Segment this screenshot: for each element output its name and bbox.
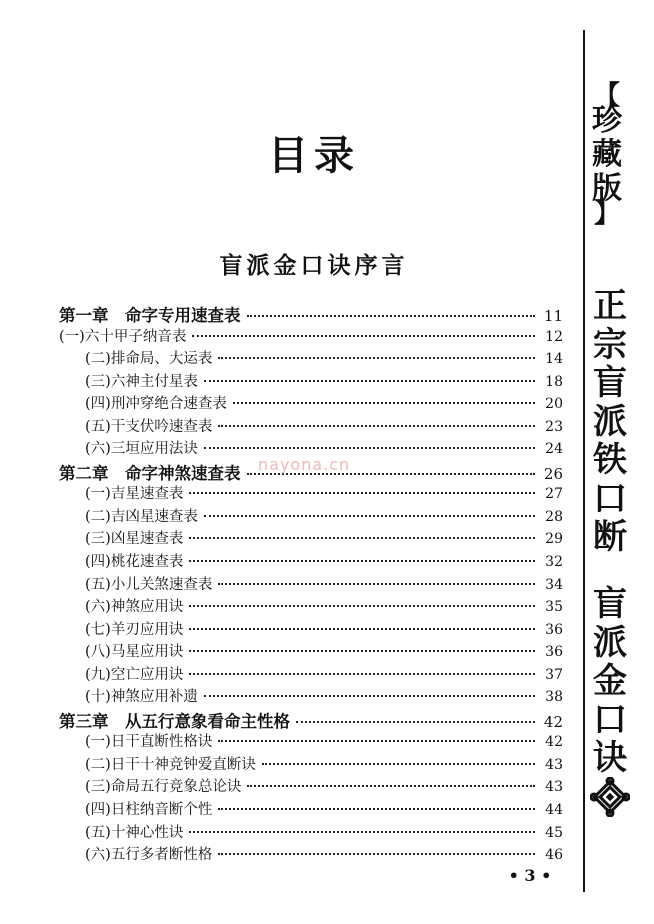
toc-leader-dots: [192, 335, 535, 337]
series-title: [589, 287, 631, 557]
table-of-contents: [55, 302, 563, 866]
toc-page-number: 38: [545, 689, 563, 706]
toc-page-number: 11: [543, 307, 563, 325]
toc-leader-dots: [247, 785, 535, 787]
toc-entry-label: (一)吉星速查表: [85, 486, 184, 503]
series-title-char: 派: [593, 401, 627, 442]
toc-entry-label: 第三章 从五行意象看命主性格: [59, 711, 290, 731]
tag-open-bracket: 【: [593, 81, 620, 111]
toc-page-number: 12: [545, 328, 563, 345]
page-title: 目录: [268, 132, 360, 179]
book-title-char: 盲: [593, 584, 627, 624]
page-number: • 3 •: [508, 866, 552, 885]
toc-entry-label: (三)凶星速查表: [85, 531, 184, 548]
toc-section-row: [55, 370, 563, 393]
book-title-char: 诀: [593, 738, 627, 778]
toc-entry-label: (六)三垣应用法诀: [85, 441, 198, 458]
toc-leader-dots: [189, 628, 535, 630]
book-title: [589, 585, 631, 778]
edition-tag: [589, 81, 625, 268]
toc-leader-dots: [218, 808, 535, 810]
toc-leader-dots: [189, 560, 535, 562]
book-title-char: 派: [593, 622, 627, 663]
series-title-char: 盲: [593, 363, 627, 403]
toc-page-number: 34: [545, 576, 563, 593]
toc-section-row: [55, 392, 563, 415]
toc-page-number: 24: [545, 441, 563, 458]
toc-entry-label: (五)干支伏吟速查表: [85, 418, 213, 435]
toc-page-number: 29: [545, 531, 563, 548]
book-spine-sidebar: [570, 30, 654, 900]
toc-leader-dots: [189, 650, 535, 652]
toc-entry-label: (九)空亡应用诀: [85, 666, 184, 683]
toc-entry-label: (八)马星应用诀: [85, 644, 184, 661]
toc-section-row: [55, 595, 563, 618]
toc-entry-label: (一)六十甲子纳音表: [59, 328, 187, 345]
tag-char: 珍: [592, 103, 622, 138]
toc-entry-label: (三)命局五行竞象总论诀: [85, 779, 242, 796]
toc-page-number: 27: [545, 486, 563, 503]
toc-entry-label: 第二章 命字神煞速查表: [59, 463, 241, 483]
toc-entry-label: (四)刑冲穿绝合速查表: [85, 396, 227, 413]
toc-leader-dots: [218, 425, 535, 427]
toc-page-number: 14: [545, 351, 563, 368]
toc-page-number: 37: [545, 666, 563, 683]
toc-section-row: [55, 640, 563, 663]
toc-leader-dots: [189, 831, 535, 833]
toc-leader-dots: [218, 740, 535, 742]
toc-leader-dots: [233, 402, 535, 404]
toc-leader-dots: [189, 492, 535, 494]
toc-section-row: [55, 415, 563, 438]
toc-section-row: [55, 347, 563, 370]
toc-entry-label: (十)神煞应用补遗: [85, 689, 198, 706]
toc-section-row: [55, 685, 563, 708]
toc-chapter-row: [55, 708, 563, 731]
tag-char: 版: [592, 171, 622, 206]
toc-entry-label: (四)桃花速查表: [85, 554, 184, 571]
toc-leader-dots: [218, 853, 535, 855]
toc-page-number: 43: [545, 756, 563, 773]
toc-entry-label: (五)小儿关煞速查表: [85, 576, 213, 593]
toc-page-number: 20: [545, 396, 563, 413]
toc-page-number: 28: [545, 508, 563, 525]
toc-page-number: 46: [545, 847, 563, 864]
book-title-char: 金: [593, 661, 627, 701]
toc-leader-dots: [189, 673, 535, 675]
toc-leader-dots: [218, 357, 535, 359]
toc-leader-dots: [189, 537, 535, 539]
toc-section-row: [55, 730, 563, 753]
toc-section-row: [55, 821, 563, 844]
toc-leader-dots: [262, 763, 535, 765]
toc-leader-dots: [204, 380, 535, 382]
toc-page-number: 42: [543, 712, 563, 731]
toc-section-row: [55, 505, 563, 528]
toc-leader-dots: [247, 315, 536, 317]
toc-section-row: [55, 843, 563, 866]
toc-section-row: [55, 753, 563, 776]
series-title-char: 断: [593, 517, 627, 557]
series-title-char: 宗: [593, 324, 627, 365]
tag-char: 藏: [592, 137, 622, 172]
toc-page-number: 32: [545, 554, 563, 571]
watermark: nayona.cn: [258, 455, 351, 474]
toc-leader-dots: [204, 695, 535, 697]
toc-leader-dots: [204, 515, 535, 517]
toc-section-row: [55, 775, 563, 798]
toc-section-row: [55, 482, 563, 505]
preface-heading: 盲派金口诀序言: [219, 252, 409, 279]
toc-section-row: [55, 573, 563, 596]
toc-page-number: 43: [545, 779, 563, 796]
series-title-char: 铁: [593, 440, 627, 480]
toc-page-number: 35: [545, 599, 563, 616]
toc-leader-dots: [296, 721, 535, 723]
toc-entry-label: (六)神煞应用诀: [85, 599, 184, 616]
toc-page-number: 36: [545, 644, 563, 661]
toc-section-row: [55, 663, 563, 686]
toc-section-row: [55, 325, 563, 348]
toc-entry-label: (二)日干十神竞钟爱直断诀: [85, 756, 256, 773]
toc-section-row: [55, 618, 563, 641]
toc-entry-label: (四)日柱纳音断个性: [85, 802, 213, 819]
book-title-char: 口: [593, 699, 627, 740]
series-title-char: 正: [593, 286, 627, 326]
toc-entry-label: (一)日干直断性格诀: [85, 734, 213, 751]
toc-entry-label: (七)羊刃应用诀: [85, 621, 184, 638]
toc-leader-dots: [218, 583, 535, 585]
toc-page-number: 23: [545, 418, 563, 435]
toc-chapter-row: [55, 302, 563, 325]
toc-section-row: [55, 550, 563, 573]
toc-entry-label: (二)吉凶星速查表: [85, 508, 198, 525]
sidebar-divider-line: [583, 30, 585, 892]
toc-section-row: [55, 798, 563, 821]
toc-entry-label: (六)五行多者断性格: [85, 847, 213, 864]
toc-leader-dots: [204, 447, 535, 449]
toc-entry-label: 第一章 命字专用速查表: [59, 306, 241, 325]
endless-knot-icon: [590, 777, 630, 817]
toc-entry-label: (五)十神心性诀: [85, 824, 184, 841]
tag-close-bracket: 】: [593, 199, 620, 229]
series-title-char: 口: [593, 478, 627, 519]
toc-page-number: 45: [545, 824, 563, 841]
toc-entry-label: (二)排命局、大运表: [85, 351, 213, 368]
toc-page-number: 26: [543, 464, 563, 483]
toc-leader-dots: [189, 605, 535, 607]
toc-page-number: 36: [545, 621, 563, 638]
toc-page-number: 44: [545, 802, 563, 819]
toc-page-number: 18: [545, 373, 563, 390]
toc-entry-label: (三)六神主付星表: [85, 373, 198, 390]
toc-page-number: 42: [545, 734, 563, 751]
toc-section-row: [55, 527, 563, 550]
